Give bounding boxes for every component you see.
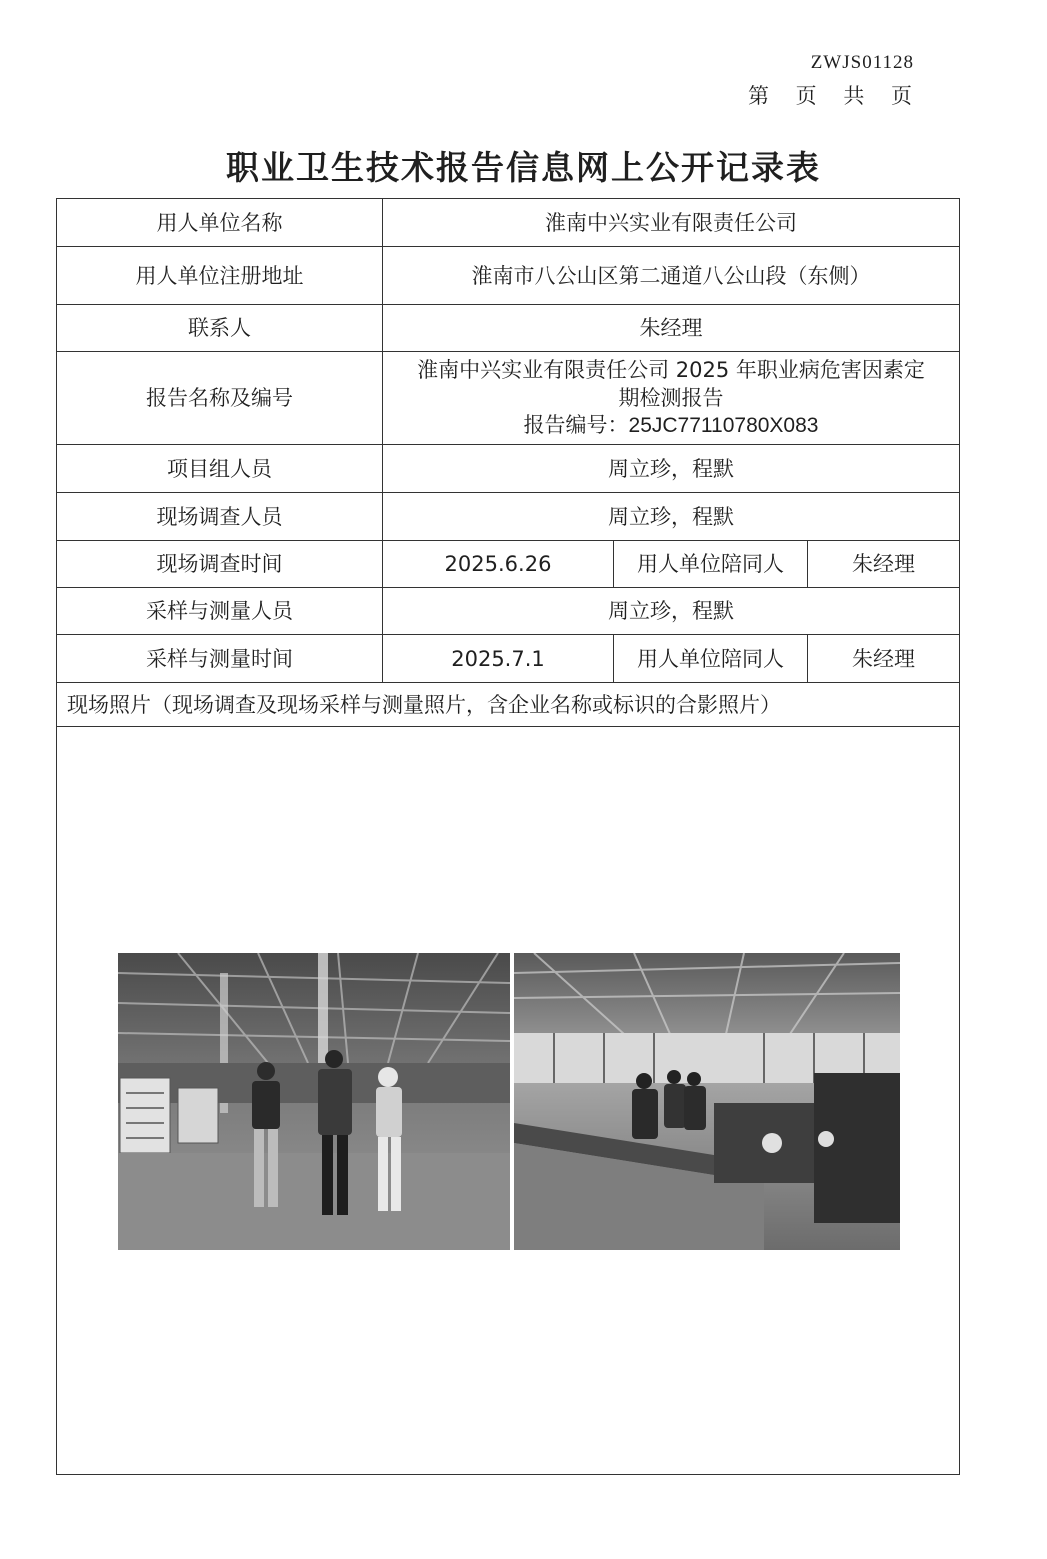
group-photo-image <box>118 953 510 1250</box>
record-table <box>56 198 960 1475</box>
sampling-time-label: 采样与测量时间 <box>57 635 383 683</box>
row-survey-time <box>57 541 960 588</box>
sampling-companion-label: 用人单位陪同人 <box>614 635 808 683</box>
row-photos-caption <box>57 683 960 727</box>
report-label: 报告名称及编号 <box>57 352 383 445</box>
sampling-staff-label: 采样与测量人员 <box>57 588 383 635</box>
survey-companion-value: 朱经理 <box>808 541 960 588</box>
page-number-info: 第 页 共 页 <box>747 84 914 108</box>
sampling-staff-value: 周立珍，程默 <box>383 588 960 635</box>
sampling-time-value: 2025.7.1 <box>383 635 614 683</box>
workshop-photo <box>514 953 900 1250</box>
contact-label: 联系人 <box>57 305 383 352</box>
row-employer-name <box>57 199 960 247</box>
sampling-companion-value: 朱经理 <box>808 635 960 683</box>
report-value <box>383 352 960 445</box>
row-report <box>57 352 960 445</box>
contact-value: 朱经理 <box>383 305 960 352</box>
row-employer-address <box>57 247 960 305</box>
employer-address-value: 淮南市八公山区第二通道八公山段（东侧） <box>383 247 960 305</box>
row-survey-staff <box>57 493 960 541</box>
employer-name-value: 淮南中兴实业有限责任公司 <box>383 199 960 247</box>
survey-time-label: 现场调查时间 <box>57 541 383 588</box>
report-name-line2: 期检测报告 <box>618 386 724 410</box>
row-sampling-staff <box>57 588 960 635</box>
employer-address-label: 用人单位注册地址 <box>57 247 383 305</box>
page-title: 职业卫生技术报告信息网上公开记录表 <box>226 148 821 187</box>
survey-staff-value: 周立珍，程默 <box>383 493 960 541</box>
workshop-photo-image <box>514 953 900 1250</box>
document-code: ZWJS01128 <box>810 52 914 73</box>
report-number: 报告编号：25JC77110780X083 <box>523 414 819 437</box>
row-contact <box>57 305 960 352</box>
site-photos <box>118 953 900 1250</box>
survey-time-value: 2025.6.26 <box>383 541 614 588</box>
report-name-line1: 淮南中兴实业有限责任公司 2025 年职业病危害因素定 <box>417 358 925 382</box>
employer-name-label: 用人单位名称 <box>57 199 383 247</box>
survey-companion-label: 用人单位陪同人 <box>614 541 808 588</box>
survey-staff-label: 现场调查人员 <box>57 493 383 541</box>
project-team-label: 项目组人员 <box>57 445 383 493</box>
project-team-value: 周立珍，程默 <box>383 445 960 493</box>
row-project-team <box>57 445 960 493</box>
group-photo <box>118 953 510 1250</box>
row-sampling-time <box>57 635 960 683</box>
photos-caption: 现场照片（现场调查及现场采样与测量照片，含企业名称或标识的合影照片） <box>57 683 960 727</box>
